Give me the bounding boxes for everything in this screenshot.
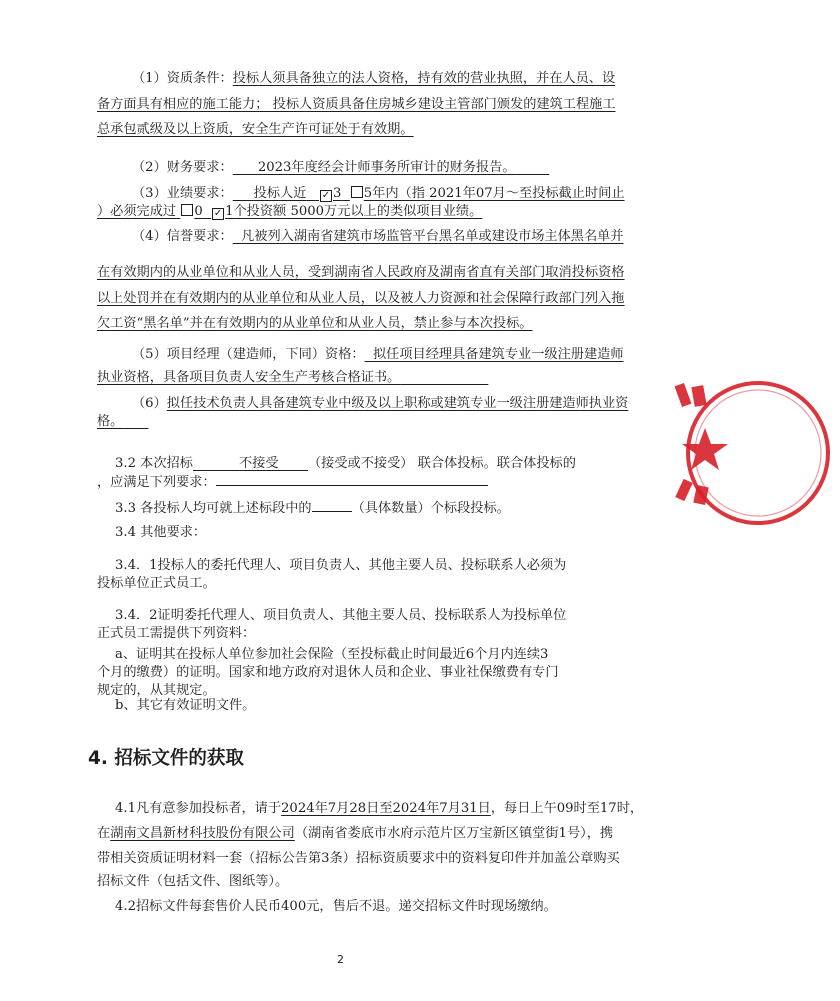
section-3-3: 3.3 各投标人均可就上述标段中的 （具体数量）个标段投标。 xyxy=(115,501,510,516)
performance-line-1: （3）业绩要求： 投标人近 ✓ 3 5年内（指 2021年07月～至投标截止时间止 xyxy=(132,186,625,201)
section-3-4-1-line-1: 3.4．1投标人的委托代理人、项目负责人、其他主要人员、投标联系人必须为 xyxy=(115,558,567,573)
company-name: 湖南文昌新材科技股份有限公司 xyxy=(110,826,295,841)
section-3-4-2-line-2: 正式员工需提供下列资料： xyxy=(97,626,256,641)
qualification-text: 投标人须具备独立的法人资格，持有效的营业执照，并在人员、设 xyxy=(232,71,616,86)
section-4-1-line-1: 4.1凡有意参加投标者，请于2024年7月28日至2024年7月31日，每日上午09时至17时， xyxy=(115,801,644,816)
credit-line-2: 在有效期内的从业单位和从业人员，受到湖南省人民政府及湖南省直有关部门取消投标资格 xyxy=(97,265,625,280)
item-a-line-2: 个月的缴费）的证明。国家和地方政府对退休人员和企业、事业社保缴费有专门 xyxy=(97,665,559,680)
qualification-line-2: 备方面具有相应的施工能力； 投标人资质具备住房城乡建设主管部门颁发的建筑工程施工 xyxy=(97,97,616,112)
section-4-2: 4.2招标文件每套售价人民币400元，售后不退。递交招标文件时现场缴纳。 xyxy=(115,899,557,914)
section-3-2-line-2: ，应满足下列要求： xyxy=(97,473,488,492)
manager-line-1: （5）项目经理（建造师，下同）资格： 拟任项目经理具备建筑专业一级注册建造师 xyxy=(132,347,624,362)
checkbox-checked: ✓ xyxy=(213,208,223,219)
credit-line-3: 以上处罚并在有效期内的从业单位和从业人员，以及被人力资源和社会保障行政部门列入拖 xyxy=(97,291,625,306)
item-a-line-1: a、证明其在投标人单位参加社会保险（至投标截止时间最近6个月内连续3 xyxy=(115,647,549,662)
tech-line-2: 格。 xyxy=(97,414,124,429)
performance-line-2: ）必须完成过 0 ✓ 1个投资额 5000万元以上的类似项目业绩。 xyxy=(97,204,483,219)
checkbox-empty xyxy=(181,204,193,216)
company-seal-stamp xyxy=(663,378,840,528)
section-3-4-2-line-1: 3.4．2证明委托代理人、项目负责人、其他主要人员、投标联系人为投标单位 xyxy=(115,608,567,623)
blank-underline xyxy=(216,473,488,486)
qualification-line-3: 总承包贰级及以上资质，安全生产许可证处于有效期。 xyxy=(97,122,414,137)
qualification-line-1: （1）资质条件：投标人须具备独立的法人资格，持有效的营业执照，并在人员、设 xyxy=(132,71,616,86)
blank-underline xyxy=(312,499,352,512)
date-range: 2024年7月28日至2024年7月31日 xyxy=(281,801,491,816)
manager-line-2: 执业资格，具备项目负责人安全生产考核合格证书。 xyxy=(97,370,401,385)
item-b: b、其它有效证明文件。 xyxy=(115,698,256,713)
section-4-1-line-2: 在湖南文昌新材科技股份有限公司（湖南省娄底市水府示范片区万宝新区镇堂街1号），携 xyxy=(97,826,614,841)
section-3-2-line-1: 3.2 本次招标 不接受 （接受或不接受） 联合体投标。联合体投标的 xyxy=(115,456,576,471)
page-number: 2 xyxy=(337,953,344,966)
section-4-heading: 4. 招标文件的获取 xyxy=(88,748,244,769)
finance-text: 2023年度经会计师事务所审计的财务报告。 xyxy=(257,160,516,175)
section-4-1-line-4: 招标文件（包括文件、图纸等）。 xyxy=(97,874,289,889)
checkbox-empty xyxy=(351,186,363,198)
section-3-4-1-line-2: 投标单位正式员工。 xyxy=(97,576,216,591)
item-a-line-3: 规定的，从其规定。 xyxy=(97,683,216,698)
checkbox-checked: ✓ xyxy=(321,190,331,201)
section-4-1-line-3: 带相关资质证明材料一套（招标公告第3条）招标资质要求中的资料复印件并加盖公章购买 xyxy=(97,851,620,866)
credit-line-1: （4）信誉要求： 凡被列入湖南省建筑市场监管平台黑名单或建设市场主体黑名单并 xyxy=(132,229,624,244)
tech-line-1: （6）拟任技术负责人具备建筑专业中级及以上职称或建筑专业一级注册建造师执业资 xyxy=(132,396,629,411)
section-3-4: 3.4 其他要求： xyxy=(115,525,207,540)
joint-bid-value: 不接受 xyxy=(239,456,279,471)
performance-text-1: 投标人近 ✓ 3 5年内（指 2021年07月～至投标截止时间止 xyxy=(253,186,625,201)
credit-line-4: 欠工资“黑名单”并在有效期内的从业单位和从业人员，禁止参与本次投标。 xyxy=(97,316,533,331)
finance-line: （2）财务要求： 2023年度经会计师事务所审计的财务报告。 xyxy=(132,159,549,177)
